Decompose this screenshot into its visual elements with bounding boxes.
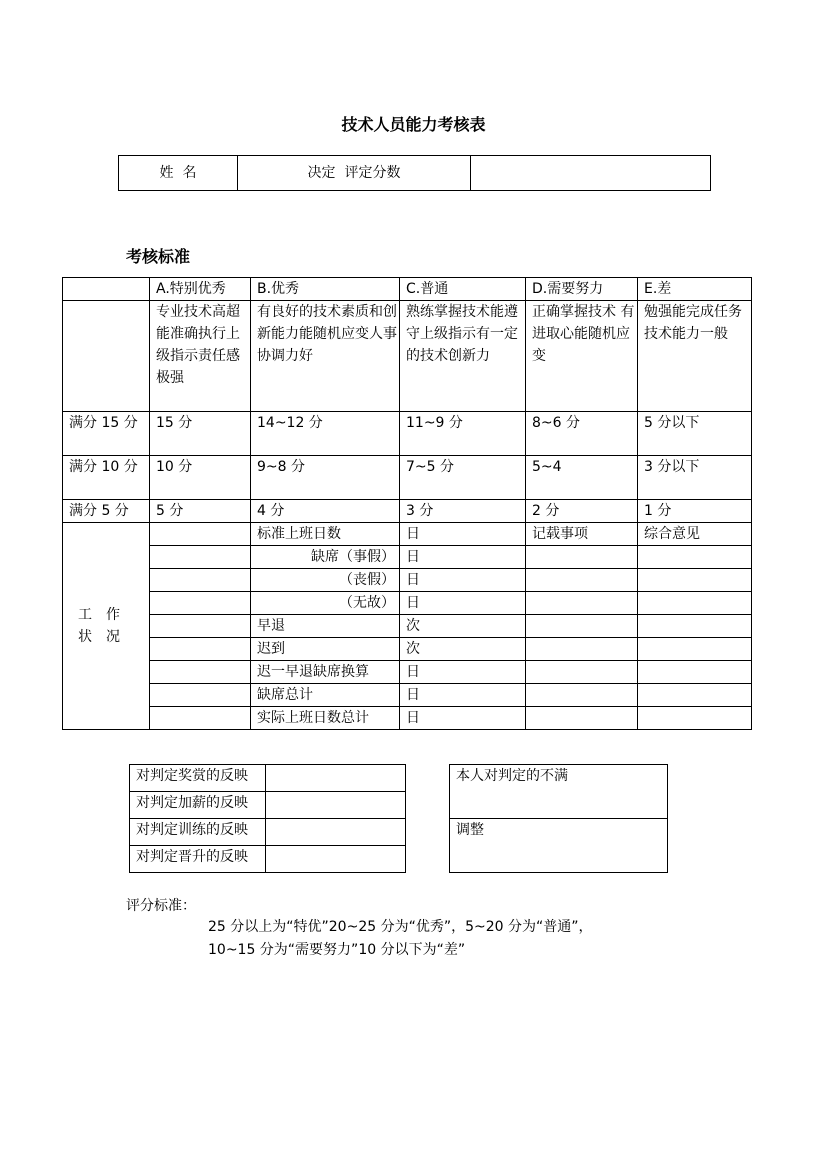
assessment-table: [62, 277, 756, 730]
record-cell[interactable]: [526, 615, 638, 638]
work-item: 标准上班日数: [251, 523, 400, 546]
score-row-label: 满分 5 分: [63, 500, 150, 523]
score-cell: 14~12 分: [251, 412, 400, 456]
work-blank-cell[interactable]: [150, 684, 251, 707]
grade-d-desc: 正确掌握技术 有进取心能随机应变: [526, 301, 638, 412]
work-label-line2: 状况: [78, 629, 134, 645]
score-cell: 1 分: [638, 500, 752, 523]
score-value-field[interactable]: [471, 156, 711, 191]
score-cell: 5~4: [526, 456, 638, 500]
adjust-field[interactable]: 调整: [450, 819, 668, 873]
work-row: [63, 615, 752, 638]
opinion-cell[interactable]: [638, 707, 752, 730]
grade-b-header: B.优秀: [251, 278, 400, 301]
work-unit: 日: [400, 569, 526, 592]
opinion-cell[interactable]: [638, 592, 752, 615]
score-cell: 3 分以下: [638, 456, 752, 500]
reaction-field[interactable]: [266, 819, 406, 846]
work-blank-cell[interactable]: [150, 523, 251, 546]
dissatisfaction-table: [449, 764, 668, 873]
grade-d-header: D.需要努力: [526, 278, 638, 301]
grade-a-desc: 专业技术高超 能准确执行上级指示责任感极强: [150, 301, 251, 412]
work-item: 迟一早退缺席换算: [251, 661, 400, 684]
work-row: [63, 684, 752, 707]
criteria-line: 10~15 分为“需要努力”10 分以下为“差”: [208, 942, 466, 958]
work-unit: 日: [400, 707, 526, 730]
score-row: [63, 456, 752, 500]
work-item: （丧假）: [251, 569, 400, 592]
work-status-label: [63, 523, 150, 730]
score-cell: 4 分: [251, 500, 400, 523]
score-cell: 3 分: [400, 500, 526, 523]
record-header: 记载事项: [526, 523, 638, 546]
record-cell[interactable]: [526, 661, 638, 684]
score-cell: 11~9 分: [400, 412, 526, 456]
work-unit: 日: [400, 546, 526, 569]
grade-description-row: [63, 301, 752, 412]
grade-e-header: E.差: [638, 278, 752, 301]
record-cell[interactable]: [526, 684, 638, 707]
record-cell[interactable]: [526, 707, 638, 730]
score-cell: 8~6 分: [526, 412, 638, 456]
reaction-label: 对判定训练的反映: [130, 819, 266, 846]
name-label: 姓 名: [119, 156, 238, 191]
score-cell: 9~8 分: [251, 456, 400, 500]
grade-b-desc: 有良好的技术素质和创新能力能随机应变人事协调力好: [251, 301, 400, 412]
work-blank-cell[interactable]: [150, 546, 251, 569]
score-row-label: 满分 10 分: [63, 456, 150, 500]
empty-cell: [63, 301, 150, 412]
opinion-cell[interactable]: [638, 638, 752, 661]
page-title: 技术人员能力考核表: [341, 115, 486, 134]
score-row: [63, 412, 752, 456]
section-heading: 考核标准: [126, 247, 191, 266]
work-unit: 日: [400, 592, 526, 615]
grade-c-desc: 熟练掌握技术能遵守上级指示有一定的技术创新力: [400, 301, 526, 412]
opinion-cell[interactable]: [638, 615, 752, 638]
reaction-label: 对判定加薪的反映: [130, 792, 266, 819]
record-cell[interactable]: [526, 569, 638, 592]
work-item: 实际上班日数总计: [251, 707, 400, 730]
work-blank-cell[interactable]: [150, 661, 251, 684]
score-row: [63, 500, 752, 523]
work-item: 缺席总计: [251, 684, 400, 707]
name-table: [118, 155, 711, 191]
work-item: 早退: [251, 615, 400, 638]
work-label-line1: 工作: [78, 607, 134, 623]
reaction-field[interactable]: [266, 846, 406, 873]
score-row-label: 满分 15 分: [63, 412, 150, 456]
dissatisfaction-field[interactable]: 本人对判定的不满: [450, 765, 668, 819]
score-cell: 2 分: [526, 500, 638, 523]
empty-cell: [63, 278, 150, 301]
opinion-cell[interactable]: [638, 684, 752, 707]
score-cell: 5 分: [150, 500, 251, 523]
work-unit: 日: [400, 523, 526, 546]
work-row: [63, 523, 752, 546]
work-item: （无故）: [251, 592, 400, 615]
grade-e-desc: 勉强能完成任务 技术能力一般: [638, 301, 752, 412]
opinion-cell[interactable]: [638, 569, 752, 592]
work-blank-cell[interactable]: [150, 615, 251, 638]
reaction-field[interactable]: [266, 765, 406, 792]
score-cell: 5 分以下: [638, 412, 752, 456]
work-row: [63, 638, 752, 661]
grade-header-row: [63, 278, 752, 301]
reaction-field[interactable]: [266, 792, 406, 819]
work-unit: 次: [400, 615, 526, 638]
work-blank-cell[interactable]: [150, 569, 251, 592]
score-cell: 7~5 分: [400, 456, 526, 500]
reaction-table: [129, 764, 406, 873]
score-cell: 10 分: [150, 456, 251, 500]
work-row: [63, 661, 752, 684]
work-item: 迟到: [251, 638, 400, 661]
work-unit: 日: [400, 684, 526, 707]
work-blank-cell[interactable]: [150, 707, 251, 730]
opinion-cell[interactable]: [638, 661, 752, 684]
work-row: [63, 707, 752, 730]
record-cell[interactable]: [526, 546, 638, 569]
grade-c-header: C.普通: [400, 278, 526, 301]
work-row: [63, 569, 752, 592]
work-row: [63, 592, 752, 615]
criteria-line: 25 分以上为“特优”20~25 分为“优秀”，5~20 分为“普通”，: [208, 919, 593, 935]
record-cell[interactable]: [526, 592, 638, 615]
score-label: 决定 评定分数: [238, 156, 471, 191]
reaction-label: 对判定晋升的反映: [130, 846, 266, 873]
work-unit: 次: [400, 638, 526, 661]
work-item: 缺席（事假）: [251, 546, 400, 569]
opinion-header: 综合意见: [638, 523, 752, 546]
work-row: [63, 546, 752, 569]
score-cell: 15 分: [150, 412, 251, 456]
work-unit: 日: [400, 661, 526, 684]
work-blank-cell[interactable]: [150, 638, 251, 661]
opinion-cell[interactable]: [638, 546, 752, 569]
criteria-heading: 评分标准：: [126, 898, 196, 914]
work-blank-cell[interactable]: [150, 592, 251, 615]
record-cell[interactable]: [526, 638, 638, 661]
grade-a-header: A.特别优秀: [150, 278, 251, 301]
reaction-label: 对判定奖赏的反映: [130, 765, 266, 792]
